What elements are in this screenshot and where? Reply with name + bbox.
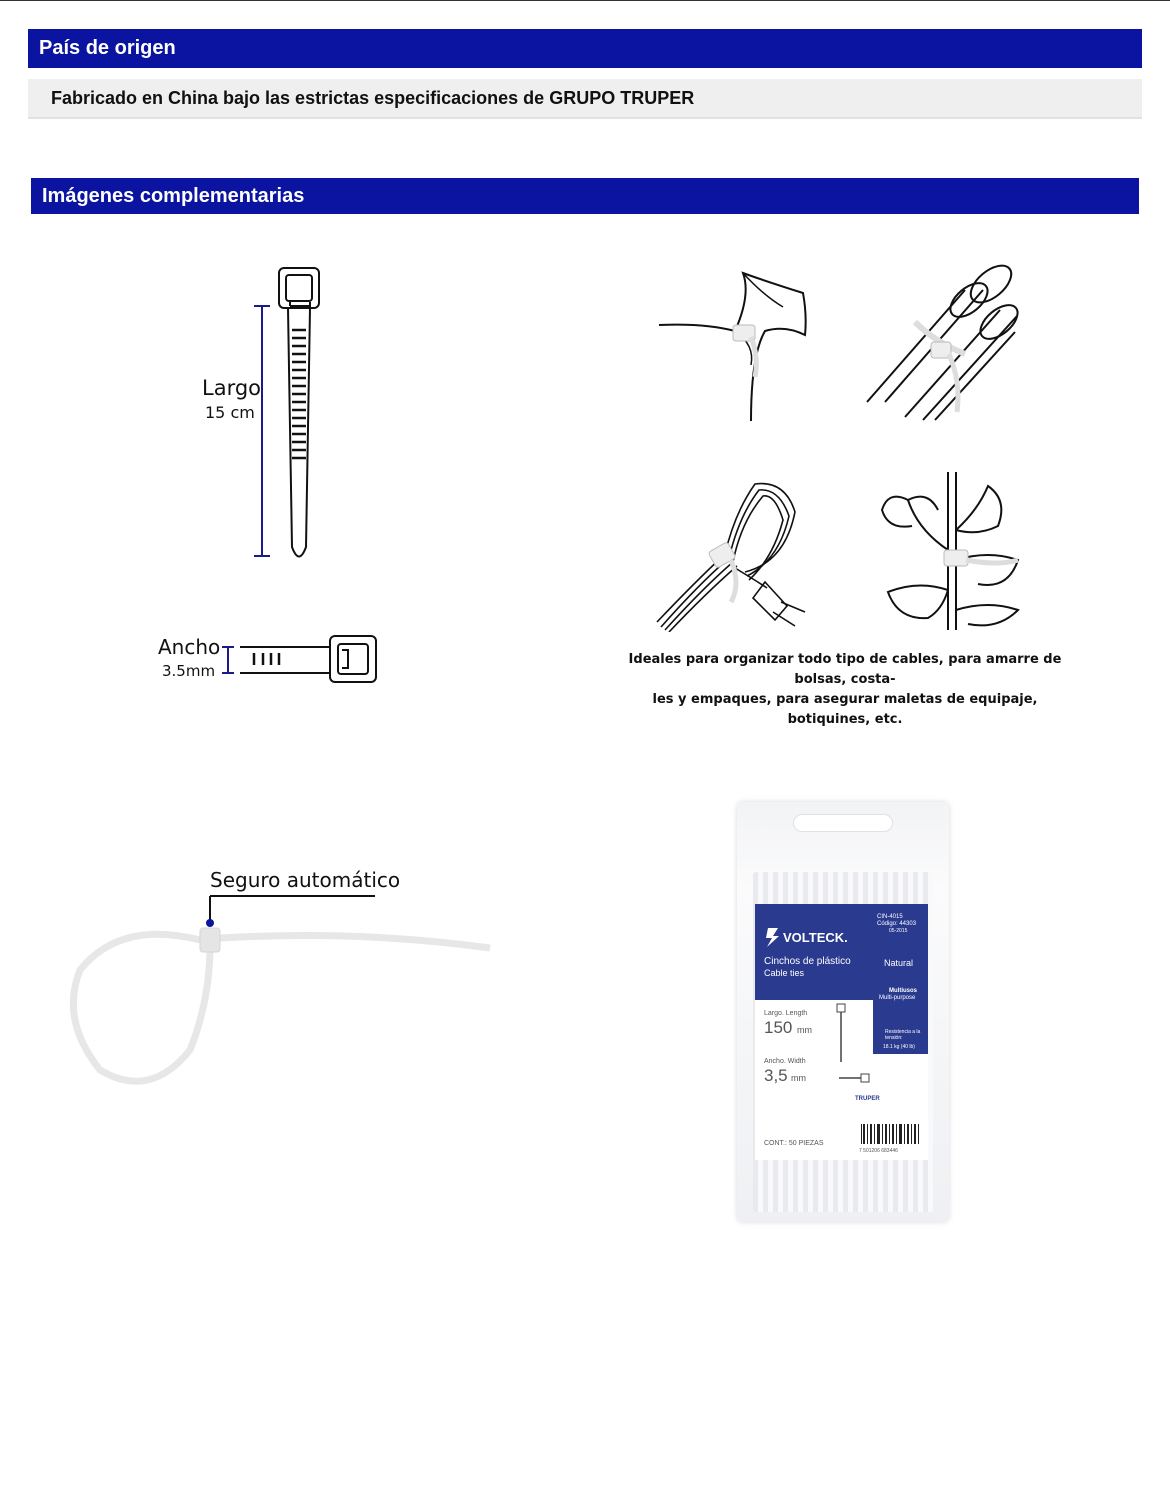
- package-color: Natural: [884, 958, 914, 968]
- lock-label: Seguro automático: [210, 868, 401, 892]
- package-tie-diagram: [835, 1002, 871, 1086]
- package-length-label: Largo. Length: [764, 1010, 808, 1017]
- width-label: Ancho: [158, 635, 221, 659]
- package-code: Código: 44303: [877, 921, 917, 927]
- origin-text: Fabricado en China bajo las estrictas especificaciones de GRUPO TRUPER: [51, 87, 695, 108]
- uses-caption-line-2: les y empaques, para asegurar maletas de equipaje, botiquines, etc.: [652, 692, 1038, 727]
- pipes-tie-illustration: [865, 262, 1025, 422]
- images-title: Imágenes complementarias: [42, 184, 305, 207]
- package-resistance-value: 18.1 kg (40 lb): [883, 1044, 915, 1050]
- uses-caption: [610, 650, 1080, 730]
- package-contents: CONT.: 50 PIEZAS: [764, 1140, 824, 1147]
- package-use-es: Multiusos: [889, 988, 917, 994]
- package-use-en: Multi-purpose: [879, 995, 916, 1001]
- cable-bundle-illustration: [655, 472, 815, 632]
- package-length-unit: mm: [797, 1025, 812, 1035]
- package-length-value: 150: [764, 1018, 793, 1037]
- package-truper: TRUPER: [855, 1096, 880, 1102]
- width-value: 3.5mm: [162, 662, 216, 680]
- bag-tie-illustration: [655, 265, 815, 425]
- package-date: 05-2015: [889, 928, 908, 934]
- package-barcode-number: 7 501206 683446: [859, 1148, 898, 1154]
- package-hang-hole: [793, 814, 893, 832]
- volteck-logo-icon: [764, 926, 782, 948]
- cable-tie-length-diagram: [250, 262, 330, 567]
- package-resistance: Resistencia a la tensión:: [885, 1029, 921, 1041]
- uses-caption-line-1: Ideales para organizar todo tipo de cables, para amarre de bolsas, costa-: [628, 652, 1062, 687]
- origin-row: [28, 79, 1142, 119]
- images-header: [31, 178, 1139, 214]
- package-width-unit: mm: [791, 1073, 806, 1083]
- plant-tie-illustration: [878, 470, 1028, 632]
- package-width-value: 3,5: [764, 1066, 788, 1085]
- package-photo: [737, 802, 949, 1222]
- length-label: Largo: [202, 376, 262, 400]
- origin-header: [28, 29, 1142, 68]
- package-barcode-icon: [859, 1124, 923, 1148]
- origin-title: País de origen: [39, 37, 176, 59]
- package-width-label: Ancho. Width: [764, 1058, 806, 1065]
- cable-tie-width-diagram: [218, 630, 383, 690]
- length-value: 15 cm: [205, 403, 255, 422]
- package-card: [755, 904, 928, 1160]
- package-title-en: Cable ties: [764, 968, 805, 978]
- package-brand: VOLTECK.: [783, 930, 848, 945]
- lock-tie-illustration: [60, 890, 500, 1090]
- package-title-es: Cinchos de plástico: [764, 956, 851, 967]
- top-rule: [0, 0, 1170, 1]
- package-sku: CIN-4015: [877, 914, 903, 920]
